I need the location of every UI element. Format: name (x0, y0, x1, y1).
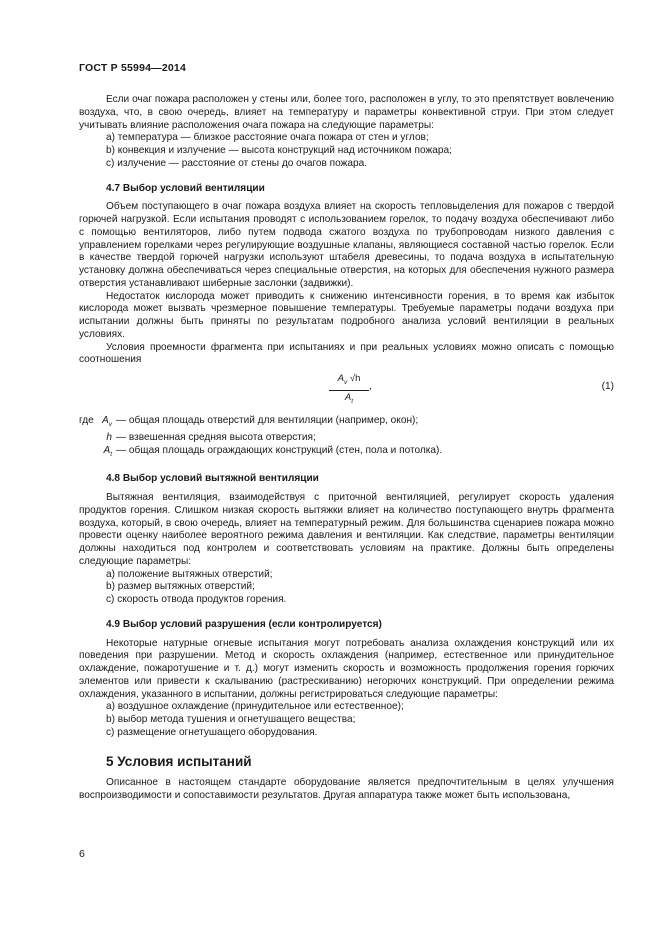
paragraph: Описанное в настоящем стандарте оборудование является предпочтительным в целях улучшения воспроизводимости и сопоставимости результатов. Другая аппаратура также может быть использована, (79, 777, 614, 802)
formula-fraction (329, 373, 369, 408)
paragraph: Объем поступающего в очаг пожара воздуха влияет на скорость тепловыделения для пожаров с твердой горючей нагрузкой. Если испытания проводят с использованием горелок, то подачу воздуха обеспечивают либо с помощью вентиляторов, либо путем подвода сжатого воздуха по трубопроводам низкого давления с управлением горелками через регулирующие воздушные клапаны, являющиеся составной частью горелок. Если в качестве твердой горючей нагрузки используют штабеля древесины, то подача воздуха в испытательную установку должна обеспечиваться через специальные отверстия, на которых для обеспечения нужного размера отверстия устанавливают шиберные заслонки (задвижки). (79, 201, 614, 289)
list-item: a) температура — близкое расстояние очага пожара от стен и углов; (106, 132, 429, 144)
section-heading-4-7: 4.7 Выбор условий вентиляции (106, 182, 265, 194)
where-text: — взвешенная средняя высота отверстия; (116, 431, 316, 443)
intro-paragraph: Если очаг пожара расположен у стены или, более того, расположен в углу, то это препятствует вовлечению воздуха, что, в свою очередь, влияет на температуру и параметры конвективной струи. При этом следует учитывать влияние расположения очага пожара на следующие параметры: (79, 94, 614, 131)
section-heading-5: 5 Условия испытаний (106, 753, 252, 769)
list-item: c) излучение — расстояние от стены до очагов пожара. (106, 157, 368, 169)
where-line (79, 445, 614, 462)
list-item: c) размещение огнетушащего оборудования. (106, 726, 318, 738)
list-item: b) конвекция и излучение — высота конструкций над источником пожара; (106, 145, 452, 156)
where-line (79, 432, 614, 445)
list-item: a) положение вытяжных отверстий; (106, 568, 273, 580)
paragraph: Вытяжная вентиляция, взаимодействуя с приточной вентиляцией, регулирует скорость удаления продуктов горения. Слишком низкая скорость вытяжки влияет на количество поступающего внутрь фрагмента воздуха, который, в свою очередь, влияет на температурный режим. Для большинства сценариев пожара можно провести оценку наиболее вероятного режима давления и вентиляции. Как следствие, параметры вентиляции должны находиться под контролем и соответствовать условиям на практике. Должны быть определены следующие параметры: (79, 492, 614, 567)
where-line (79, 415, 614, 432)
where-symbol: $A_t$ (103, 444, 112, 458)
formula-numerator: $A_v$ √h (329, 373, 369, 391)
standard-header: ГОСТ Р 55994—2014 (79, 62, 187, 74)
where-symbol: h (106, 431, 112, 443)
where-symbol: $A_v$ (102, 415, 112, 429)
formula-1 (79, 373, 614, 407)
section-heading-4-9: 4.9 Выбор условий разрушения (если контролируется) (106, 618, 382, 630)
formula-comma: , (369, 381, 372, 392)
list-item: b) выбор метода тушения и огнетушащего вещества; (106, 714, 356, 726)
document-body (79, 94, 614, 803)
list-item: b) размер вытяжных отверстий; (106, 581, 255, 593)
page-number: 6 (79, 848, 85, 860)
where-text: — общая площадь ограждающих конструкций (стен, пола и потолка). (116, 444, 443, 456)
where-word: где (79, 415, 94, 426)
formula-denominator: $A_t$ (344, 391, 354, 405)
paragraph: Условия проемности фрагмента при испытаниях и при реальных условиях можно описать с помощью соотношения (79, 341, 614, 366)
list-item: c) скорость отвода продуктов горения. (106, 594, 287, 606)
list-item: a) воздушное охлаждение (принудительное или естественное); (106, 701, 404, 713)
paragraph: Недостаток кислорода может приводить к снижению интенсивности горения, в то время как избыток кислорода может вызвать чрезмерное повышение температуры. Требуемые параметры подачи воздуха при испытании должны быть приняты по результатам подробного анализа условий вентиляции в реальных условиях. (79, 290, 614, 340)
equation-number: (1) (601, 381, 614, 392)
paragraph: Некоторые натурные огневые испытания могут потребовать анализа охлаждения конструкций или их поведения при разрушении. Метод и скорость охлаждения (например, естественное или принудительное охлаждение, пожаротушение и т. д.) могут изменить скорость и возможность продолжения горения горючих элементов или привести к скалыванию (растрескиванию) негорючих конструкций. При определении режима охлаждения, указанного в испытании, должны регистрироваться следующие параметры: (79, 637, 614, 700)
where-text: — общая площадь отверстий для вентиляции (например, окон); (116, 415, 419, 426)
section-heading-4-8: 4.8 Выбор условий вытяжной вентиляции (106, 473, 319, 485)
